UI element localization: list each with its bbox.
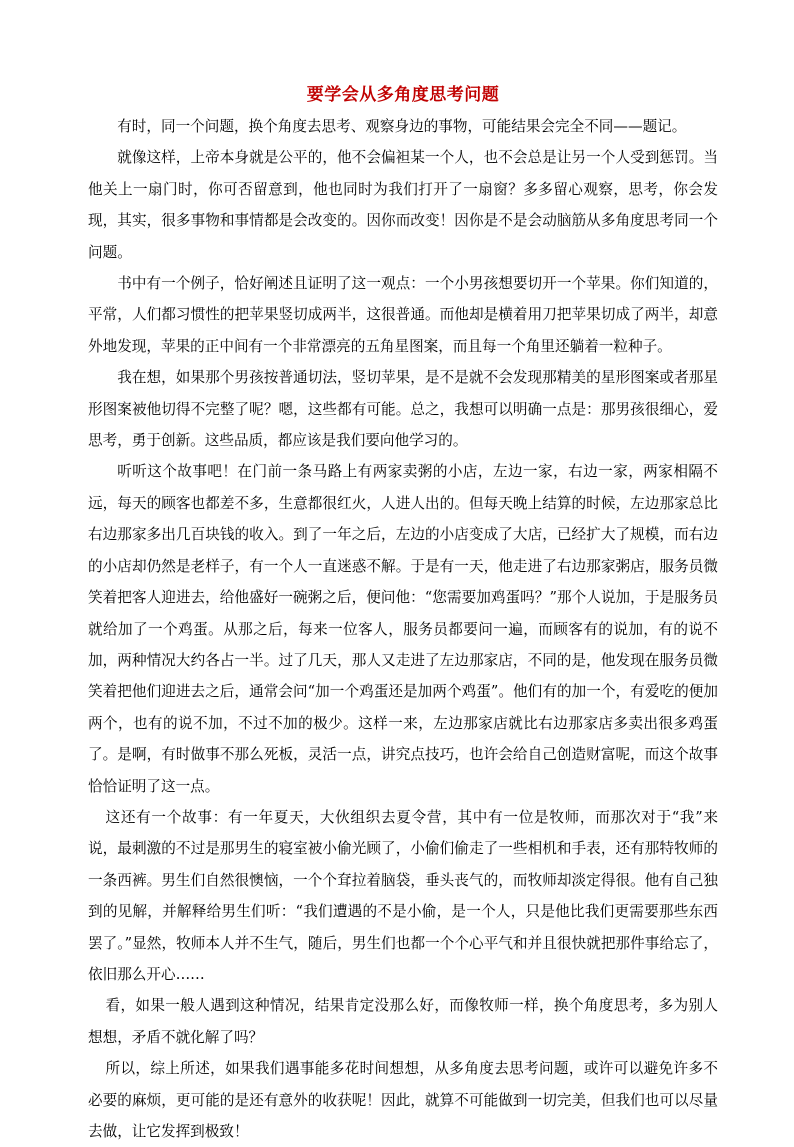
document-page [88,82,718,1147]
paragraph-apple-reflection: 我在想，如果那个男孩按普通切法，竖切苹果，是不是就不会发现那精美的星形图案或者那星形图案被他切得不完整了呢？嗯，这些都有可能。总之，我想可以明确一点是：那男孩很细心，爱思考，勇于创新。这些品质，都应该是我们要向他学习的。 [88,369,718,450]
paragraph-fairness: 就像这样，上帝本身就是公平的，他不会偏袒某一个人，也不会总是让另一个人受到惩罚。当他关上一扇门时，你可否留意到，他也同时为我们打开了一扇窗？多多留心观察，思考，你会发现，其实，很多事物和事情都是会改变的。因你而改变！因你是不是会动脑筋从多角度思考同一个问题。 [88,149,718,261]
document-title: 要学会从多角度思考问题 [306,85,500,105]
paragraph-epigraph: 有时，同一个问题，换个角度去思考、观察身边的事物，可能结果会完全不同——题记。 [117,118,687,135]
paragraph-pastor-story: 这还有一个故事：有一年夏天，大伙组织去夏令营，其中有一位是牧师，而那次对于“我”来说，最刺激的不过是那男生的寝室被小偷光顾了，小偷们偷走了一些相机和手表，还有那特牧师的一条西裤。男生们自然很懊恼，一个个耷拉着脑袋，垂头丧气的，而牧师却淡定得很。他有自己独到的见解，并解释给男生们听：“我们遭遇的不是小偷，是一个人，只是他比我们更需要那些东西罢了。”显然，牧师本人并不生气，随后，男生们也都一个个心平气和并且很快就把那件事给忘了，依旧那么开心…… [88,808,718,983]
paragraph-porridge-story: 听听这个故事吧！在门前一条马路上有两家卖粥的小店，左边一家，右边一家，两家相隔不远，每天的顾客也都差不多，生意都很红火，人进人出的。但每天晚上结算的时候，左边那家总比右边那家多出几百块钱的收入。到了一年之后，左边的小店变成了大店，已经扩大了规模，而右边的小店却仍然是老样子，有一个人一直迷惑不解。于是有一天，他走进了右边那家粥店，服务员微笑着把客人迎进去，给他盛好一碗粥之后，便问他：“您需要加鸡蛋吗？”那个人说加，于是服务员就给加了一个鸡蛋。从那之后，每来一位客人，服务员都要问一遍，而顾客有的说加，有的说不加，两种情况大约各占一半。过了几天，那人又走进了左边那家店，不同的是，他发现在服务员微笑着把他们迎进去之后，通常会问“加一个鸡蛋还是加两个鸡蛋”。他们有的加一个，有爱吃的便加两个，也有的说不加，不过不加的极少。这样一来，左边那家店就比右边那家店多卖出很多鸡蛋了。是啊，有时做事不那么死板，灵活一点，讲究点技巧，也许会给自己创造财富呢，而这个故事恰恰证明了这一点。 [88,463,718,795]
paragraph-conclusion: 所以，综上所述，如果我们遇事能多花时间想想，从多角度去思考问题，或许可以避免许多不必要的麻烦，更可能的是还有意外的收获呢！因此，就算不可能做到一切完美，但我们也可以尽量去做，让它发挥到极致！ [88,1060,718,1140]
paragraph-apple-example: 书中有一个例子，恰好阐述且证明了这一观点：一个小男孩想要切开一个苹果。你们知道的，平常，人们都习惯性的把苹果竖切成两半，这很普通。而他却是横着用刀把苹果切成了两半，却意外地发现，苹果的正中间有一个非常漂亮的五角星图案，而且每一个角里还躺着一粒种子。 [88,275,718,355]
paragraph-pastor-reflection: 看，如果一般人遇到这种情况，结果肯定没那么好，而像牧师一样，换个角度思考，多为别人想想，矛盾不就化解了吗？ [88,997,718,1046]
